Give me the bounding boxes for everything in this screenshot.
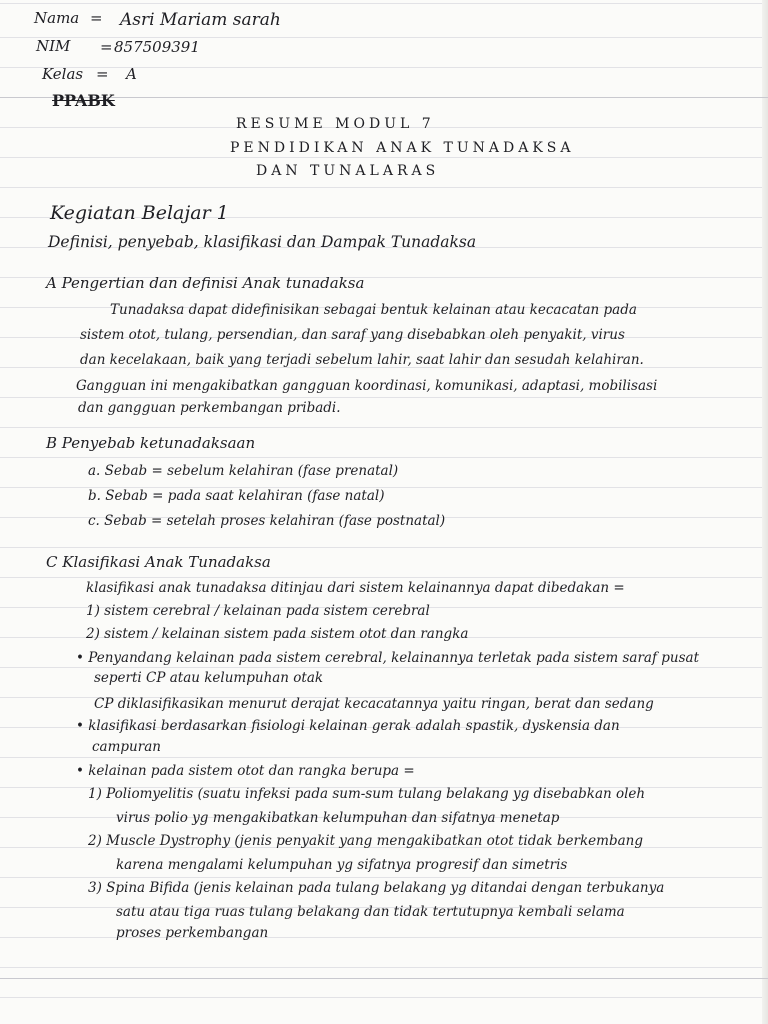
nama-label: Nama [34,9,80,27]
section-c-line: karena mengalami kelumpuhan yg sifatnya progresif dan simetris [116,857,568,873]
page-spine-shadow [762,0,768,1024]
title-line-2: PENDIDIKAN ANAK TUNADAKSA [230,140,575,156]
header-separator-line [0,97,768,98]
section-c-line: klasifikasi anak tunadaksa ditinjau dari sistem kelainannya dapat dibedakan = [86,580,625,596]
section-c-line: 3) Spina Bifida (jenis kelainan pada tulang belakang yg ditandai dengan terbukanya [88,880,665,896]
section-a-line: Tunadaksa dapat didefinisikan sebagai bentuk kelainan atau kecacatan pada [110,302,637,318]
section-c-line: • Penyandang kelainan pada sistem cerebral, kelainannya terletak pada sistem saraf pusat [76,650,700,666]
section-a-title: A Pengertian dan definisi Anak tunadaksa [46,274,365,292]
section-c-line: proses perkembangan [116,925,269,941]
activity-heading: Kegiatan Belajar 1 [50,202,229,224]
nim-separator: = [100,38,113,56]
section-c-line: 1) Poliomyelitis (suatu infeksi pada sum-sum tulang belakang yg disebabkan oleh [88,786,646,802]
kelas-label: Kelas [42,65,84,83]
section-b-line: b. Sebab = pada saat kelahiran (fase natal) [88,488,385,504]
section-c-line: 2) Muscle Dystrophy (jenis penyakit yang mengakibatkan otot tidak berkembang [88,833,643,849]
section-b-title: B Penyebab ketunadaksaan [46,434,256,452]
title-line-1: RESUME MODUL 7 [236,116,435,132]
section-c-line: 1) sistem cerebral / kelainan pada sistem cerebral [86,603,430,619]
nama-value: Asri Mariam sarah [120,10,281,30]
title-line-3: DAN TUNALARAS [256,163,440,179]
section-c-line: • klasifikasi berdasarkan fisiologi kelainan gerak adalah spastik, dyskensia dan [76,718,620,734]
section-c-line: 2) sistem / kelainan sistem pada sistem otot dan rangka [86,626,469,642]
section-c-title: C Klasifikasi Anak Tunadaksa [46,553,271,571]
section-b-line: c. Sebab = setelah proses kelahiran (fase postnatal) [88,513,446,529]
nim-label: NIM [36,37,71,55]
kelas-value: A [126,65,137,83]
nama-separator: = [90,9,103,27]
section-c-line: seperti CP atau kelumpuhan otak [94,670,324,686]
section-c-line: • kelainan pada sistem otot dan rangka berupa = [76,763,415,779]
footer-separator-line [0,978,768,979]
activity-subheading: Definisi, penyebab, klasifikasi dan Dampak Tunadaksa [48,233,477,251]
nim-value: 857509391 [114,38,200,56]
section-b-line: a. Sebab = sebelum kelahiran (fase prenatal) [88,463,399,479]
section-a-line: dan kecelakaan, baik yang terjadi sebelum lahir, saat lahir dan sesudah kelahiran. [80,352,644,368]
section-c-line: virus polio yg mengakibatkan kelumpuhan dan sifatnya menetap [116,810,560,826]
section-a-line: dan gangguan perkembangan pribadi. [78,400,341,416]
section-c-line: CP diklasifikasikan menurut derajat kecacatannya yaitu ringan, berat dan sedang [94,696,654,712]
section-c-line: campuran [92,739,161,755]
kelas-separator: = [96,65,109,83]
section-c-line: satu atau tiga ruas tulang belakang dan tidak tertutupnya kembali selama [116,904,625,920]
section-a-line: Gangguan ini mengakibatkan gangguan koordinasi, komunikasi, adaptasi, mobilisasi [76,378,658,394]
course-name: PPABK [52,91,115,110]
section-a-line: sistem otot, tulang, persendian, dan saraf yang disebabkan oleh penyakit, virus [80,327,625,343]
